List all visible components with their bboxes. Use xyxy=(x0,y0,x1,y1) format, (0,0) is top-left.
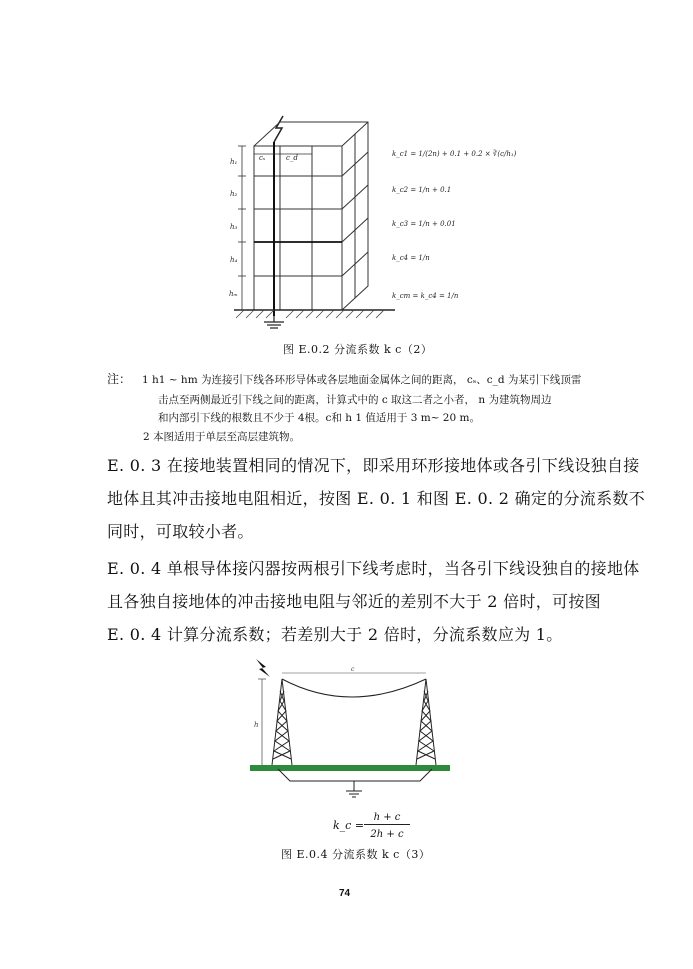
paragraph-e03-line-3: 同时，可取较小者。 xyxy=(107,522,254,541)
formula-kc1: k_c1 = 1/(2n) + 0.1 + 0.2 × ∛(c/h₁) xyxy=(392,150,517,158)
dim-h2: h₂ xyxy=(230,190,238,198)
figure2-caption: 图 E.0.4 分流系数 k c（3） xyxy=(281,848,431,861)
formula-kcm: k_cm = k_c4 = 1/n xyxy=(392,292,459,300)
dim-h1: h₁ xyxy=(230,158,238,166)
right-tower xyxy=(416,679,436,765)
building-diagram xyxy=(220,112,517,334)
paragraph-e04-line-1: E. 0. 4 单根导体接闪器按两根引下线考虑时，当各引下线设独自的接地体 xyxy=(107,559,640,578)
tower-diagram xyxy=(250,655,450,815)
lightning-icon xyxy=(274,116,283,142)
formula-kc3: k_c3 = 1/n + 0.01 xyxy=(392,220,456,228)
formula-numerator: h + c xyxy=(364,812,410,825)
formula-denominator: 2h + c xyxy=(370,829,404,840)
dim-hm: hₘ xyxy=(229,290,238,298)
dim-h3: h₃ xyxy=(230,223,238,231)
page-number: 74 xyxy=(339,888,351,899)
figure1-caption: 图 E.0.2 分流系数 k c（2） xyxy=(283,343,433,356)
dim-cs: cₛ xyxy=(259,154,266,162)
note-line-3: 和内部引下线的根数且不少于 4根。c和 h 1 值适用于 3 m~ 20 m。 xyxy=(158,412,480,424)
ground-band xyxy=(250,765,450,771)
overhead-conductor xyxy=(282,679,426,697)
dim-h4: h₄ xyxy=(230,256,238,264)
ground-symbol xyxy=(346,781,362,797)
dim-cd: c_d xyxy=(286,154,298,162)
note-label: 注： xyxy=(107,372,132,386)
paragraph-e03-line-2: 地体且其冲击接地电阻相近，按图 E. 0. 1 和图 E. 0. 2 确定的分流系数不 xyxy=(107,489,646,508)
formula-kc: k_c = xyxy=(333,819,365,832)
formula-kc4: k_c4 = 1/n xyxy=(392,254,430,262)
note-line-2: 击点至两侧最近引下线之间的距离，计算式中的 c 取这二者之小者， n 为建筑物周边 xyxy=(158,394,552,406)
note-line-4: 2 本图适用于单层至高层建筑物。 xyxy=(143,431,301,443)
formula-kc2: k_c2 = 1/n + 0.1 xyxy=(392,186,452,194)
paragraph-e04-line-2: 且各独自接地体的冲击接地电阻与邻近的差别不大于 2 倍时，可按图 xyxy=(107,592,601,611)
note-line-1: 1 h1 ~ hm 为连接引下线各环形导体或各层地面金属体之间的距离， cₛ、c_d 为某引下线顶雷 xyxy=(142,374,582,386)
lightning-icon xyxy=(256,659,270,677)
dim-c: c xyxy=(351,666,355,673)
dim-h: h xyxy=(254,721,259,729)
ground-symbol xyxy=(264,316,284,328)
left-tower xyxy=(272,679,292,765)
paragraph-e04-line-3: E. 0. 4 计算分流系数；若差别大于 2 倍时，分流系数应为 1。 xyxy=(107,625,563,644)
paragraph-e03-line-1: E. 0. 3 在接地装置相同的情况下，即采用环形接地体或各引下线设独自接 xyxy=(107,456,640,475)
